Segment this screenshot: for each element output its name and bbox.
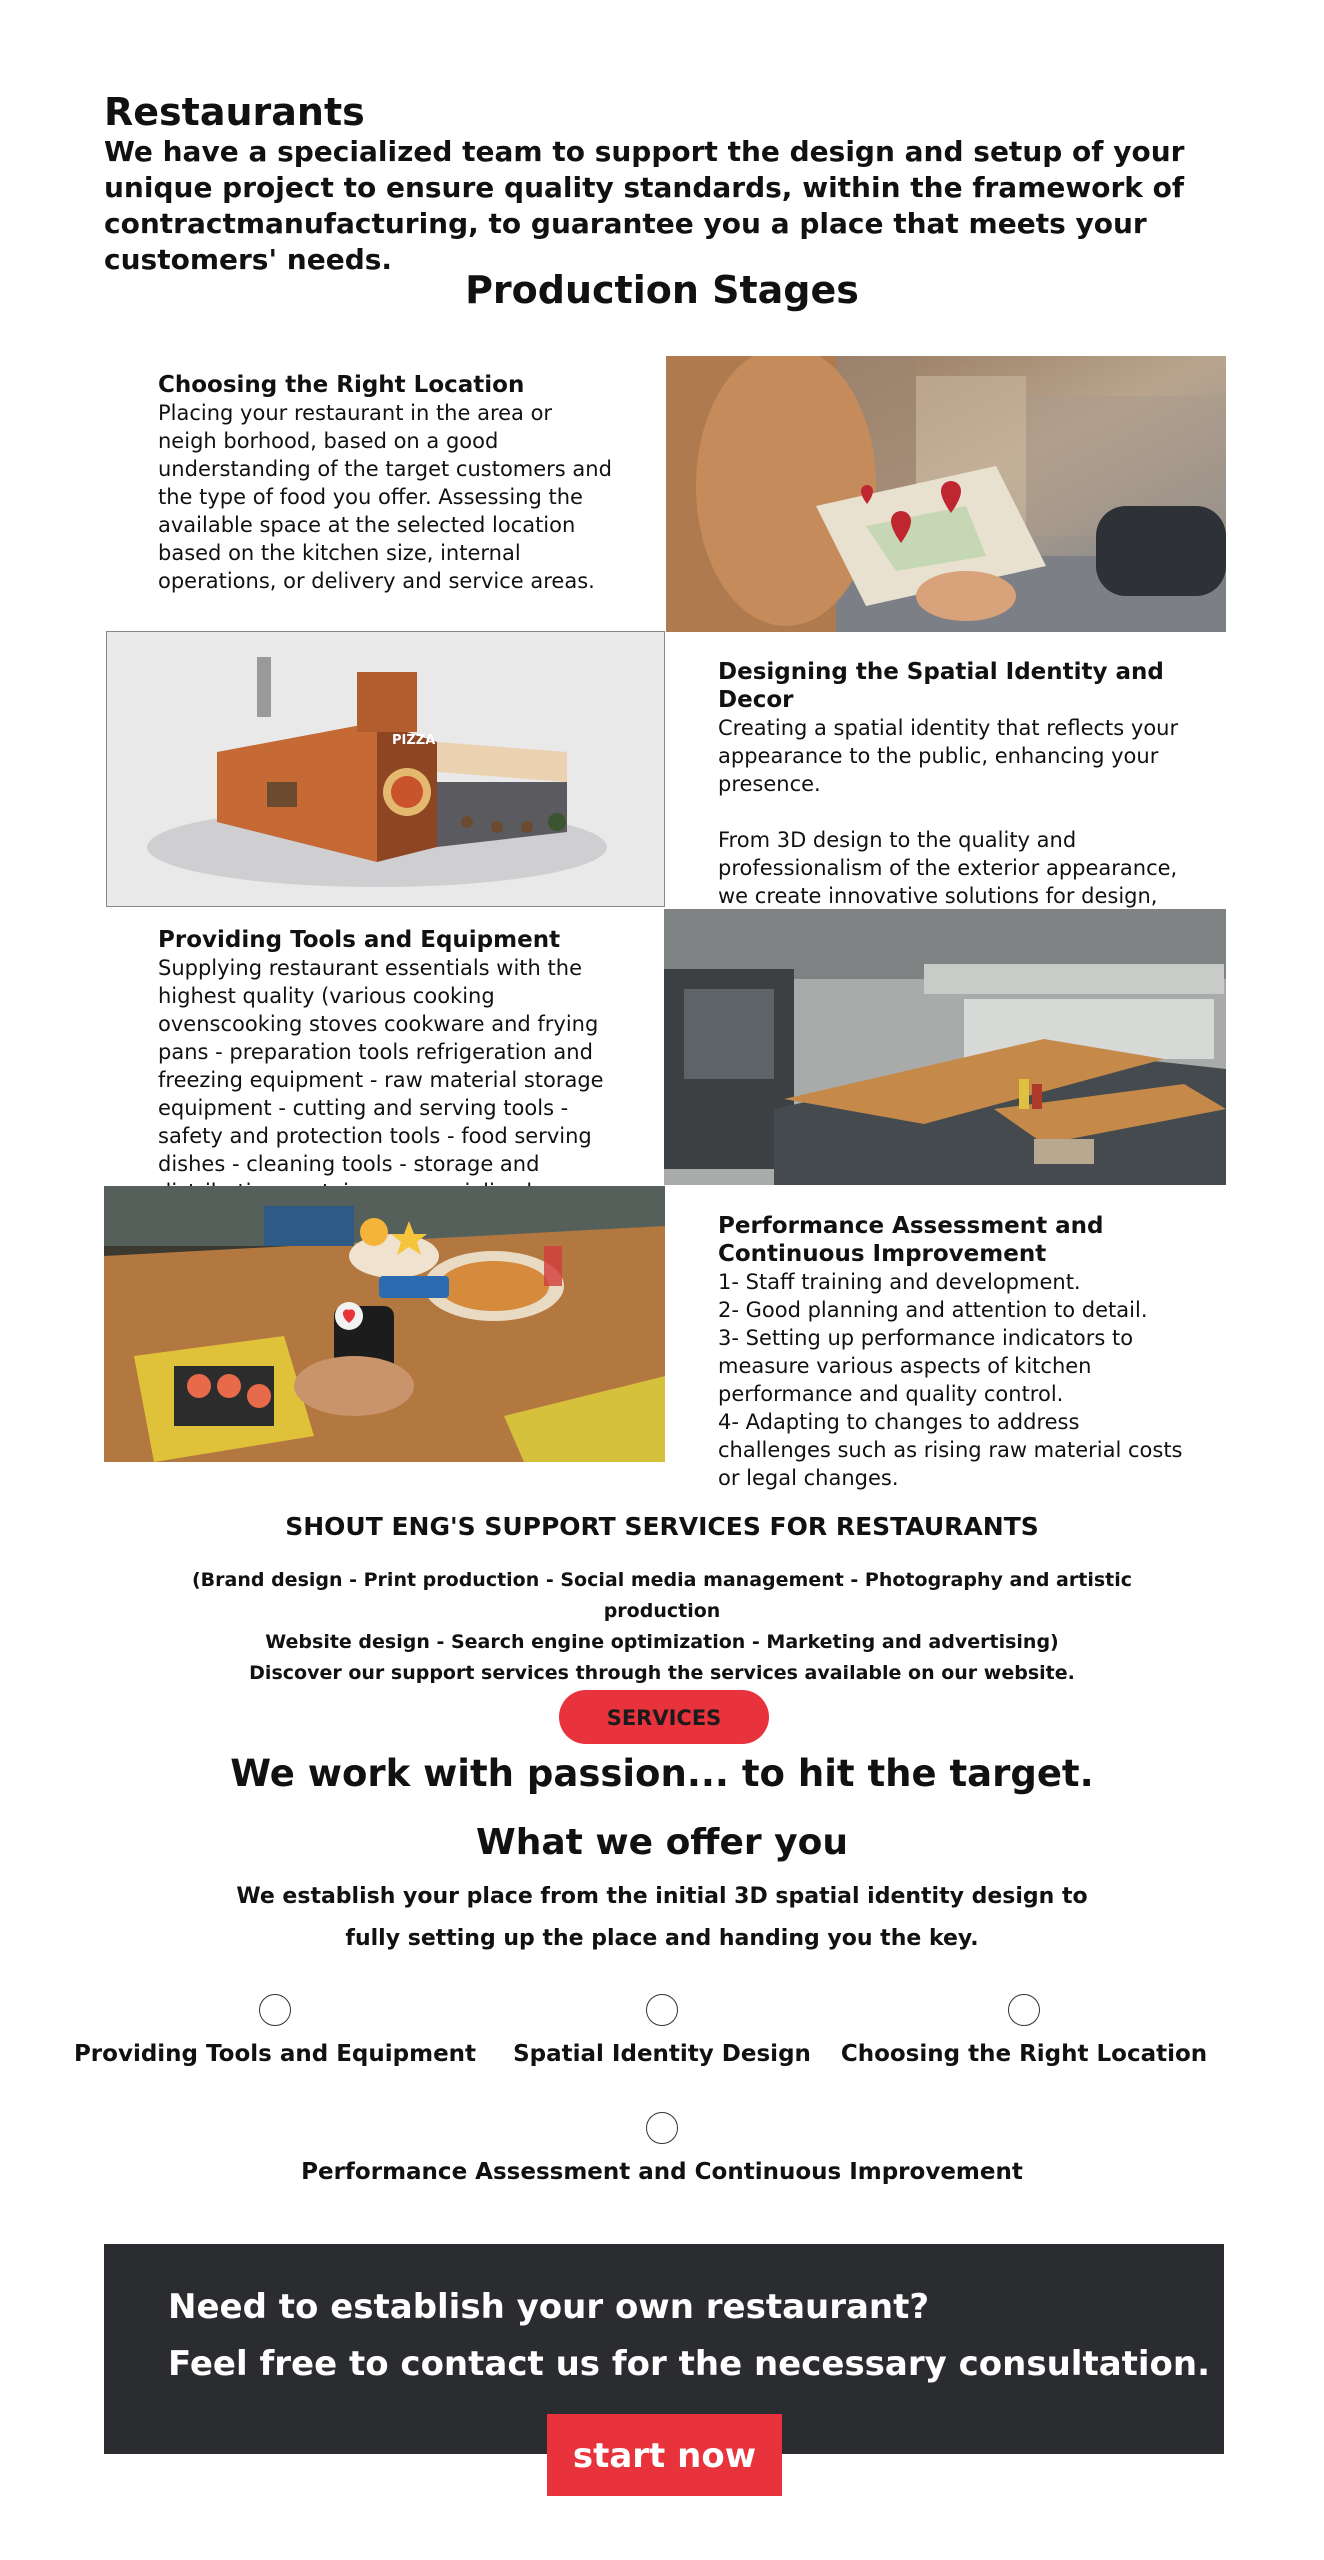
feature-performance-label: Performance Assessment and Continuous Improvement — [301, 2159, 1023, 2185]
feature-tools-icon — [259, 1994, 291, 2026]
offer-text: We establish your place from the initial 3D spatial identity design to fully setting up the place and handing you the key. — [236, 1884, 1088, 1951]
intro-text: We have a specialized team to support the design and setup of your unique project to ensure quality standards, within the framework of contractmanufacturing, to guarantee you a place that meets your customers' needs. — [104, 135, 1185, 276]
svg-text:PIZZA: PIZZA — [392, 733, 436, 748]
services-button[interactable]: SERVICES — [559, 1690, 769, 1744]
stage-tools-heading: Providing Tools and Equipment — [158, 927, 561, 953]
stage-performance-line-1: 1- Staff training and development. — [718, 1270, 1081, 1294]
stage-design-body-2: From 3D design to the quality and professionalism of the exterior appearance, we create innovative solutions for design, — [718, 828, 1178, 908]
support-line-1: (Brand design - Print production - Social media management - Photography and artistic production — [191, 1569, 1133, 1622]
support-services-title: SHOUT ENG'S SUPPORT SERVICES FOR RESTAURANTS — [285, 1512, 1039, 1541]
passion-heading: We work with passion... to hit the target. — [230, 1752, 1094, 1795]
support-services-text — [150, 1565, 1174, 1689]
page-title: Restaurants — [104, 90, 365, 134]
stage-performance-line-4: 4- Adapting to changes to address challenges such as rising raw material costs or legal changes. — [718, 1410, 1183, 1490]
production-stages-title: Production Stages — [465, 268, 859, 312]
feature-location-label: Choosing the Right Location — [840, 2041, 1208, 2067]
food-table-image — [104, 1186, 665, 1462]
stage-location-heading: Choosing the Right Location — [158, 372, 525, 398]
support-line-3: Discover our support services through the services available on our website. — [249, 1662, 1075, 1684]
feature-tools-label: Providing Tools and Equipment — [73, 2041, 477, 2067]
cta-line-2: Feel free to contact us for the necessary consultation. — [168, 2344, 1211, 2384]
feature-location-icon — [1008, 1994, 1040, 2026]
feature-spatial-label: Spatial Identity Design — [513, 2041, 811, 2067]
feature-performance-icon — [646, 2112, 678, 2144]
stage-location-body: Placing your restaurant in the area or neigh borhood, based on a good understanding of the target customers and the type of food you offer. Assessing the available space at the selected location based on the kitchen size, internal operations, or delivery and service areas. — [158, 401, 612, 593]
stage-design-heading: Designing the Spatial Identity and Decor — [718, 659, 1164, 713]
feature-spatial-icon — [646, 1994, 678, 2026]
kitchen-image — [664, 909, 1226, 1185]
location-map-image — [666, 356, 1226, 632]
support-line-2: Website design - Search engine optimization - Marketing and advertising) — [265, 1631, 1059, 1653]
spatial-design-image — [106, 631, 665, 907]
start-now-button[interactable]: start now — [547, 2414, 782, 2496]
cta-line-1: Need to establish your own restaurant? — [168, 2287, 930, 2327]
stage-performance-line-3: 3- Setting up performance indicators to measure various aspects of kitchen performance and quality control. — [718, 1326, 1134, 1406]
stage-performance-text — [718, 1212, 1198, 1492]
offer-title: What we offer you — [475, 1822, 848, 1863]
stage-tools-body: Supplying restaurant essentials with the highest quality (various cooking ovenscooking stoves cookware and frying pans - preparation tools refrigeration and freezing equipment - raw material storage equipment - cutting and serving tools - safety and protection tools - food serving dishes - cleaning tools - storage and — [158, 956, 604, 1176]
stage-performance-line-2: 2- Good planning and attention to detail. — [718, 1298, 1148, 1322]
stage-location-text — [158, 371, 613, 595]
stage-design-body-1: Creating a spatial identity that reflects your appearance to the public, enhancing your presence. — [718, 716, 1179, 796]
stage-performance-heading: Performance Assessment and Continuous Improvement — [718, 1213, 1104, 1267]
